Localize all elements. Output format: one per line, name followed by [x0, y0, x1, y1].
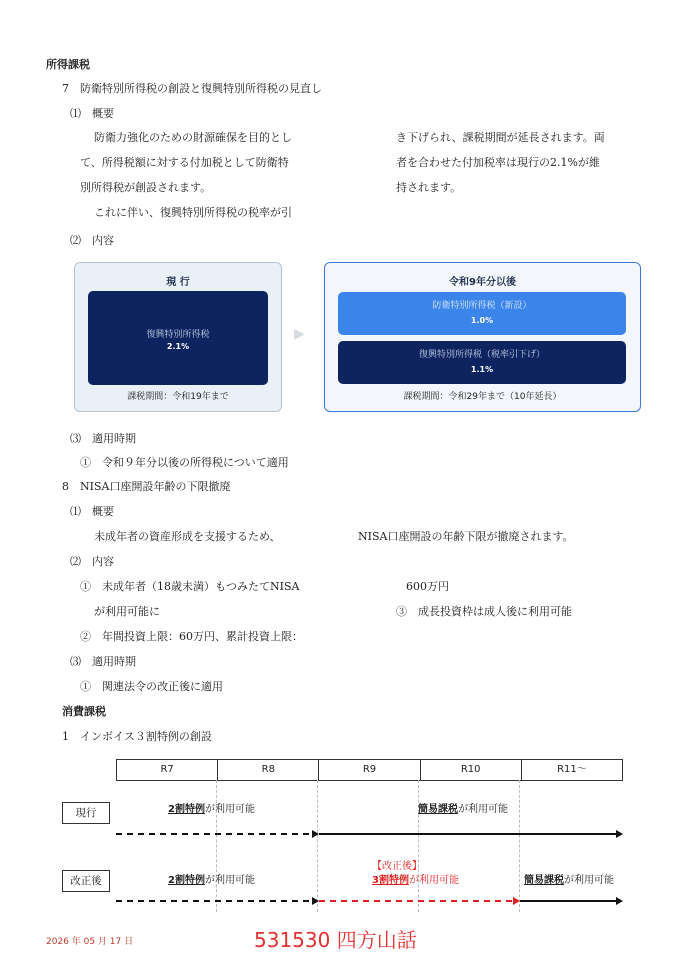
item7-content-heading: ⑵ 内容 [70, 234, 114, 247]
current-arrows [0, 826, 680, 842]
item8-content-line: ③ 成長投資枠は成人後に利用可能 [396, 605, 572, 618]
item7-overview-line: 防衛力強化のための財源確保を目的とし [94, 131, 292, 144]
new-panel-title: 令和9年分以後 [449, 277, 516, 288]
item8-content-line: が利用可能に [94, 605, 160, 618]
revised-arrows [0, 893, 680, 909]
reconstruction-tax-label: 復興特別所得税 [146, 330, 210, 340]
current-kan-text [418, 800, 508, 815]
year-cell: R9 [319, 760, 420, 780]
year-cell: R7 [117, 760, 218, 780]
revised-3wari-text [372, 871, 459, 886]
arrowhead-icon [513, 897, 520, 905]
item7-heading: 7 防衛特別所得税の創設と復興特別所得税の見直し [62, 82, 322, 95]
revised-3wari-suffix: が利用可能 [408, 875, 459, 886]
new-period: 課税期間：令和29年まで（10年延長） [403, 392, 562, 402]
year-cell: R10 [421, 760, 522, 780]
revised-kan-suffix: が利用可能 [564, 875, 614, 886]
revised-2wari-suffix: が利用可能 [204, 875, 255, 886]
defense-tax-box [338, 292, 626, 335]
item7-overview-line: き下げられ、課税期間が延長されます。両 [396, 131, 605, 144]
footer-date: 2026 年 05 月 17 日 [46, 937, 134, 947]
item7-apply-heading: ⑶ 適用時期 [70, 432, 136, 445]
current-2wari-text [168, 800, 255, 815]
item8-overview-left: 未成年者の資産形成を支援するため、 [94, 530, 281, 543]
new-reconstruction-tax-rate: 1.1% [470, 365, 494, 374]
item8-overview-right: NISA口座開設の年齢下限が撤廃されます。 [358, 530, 574, 543]
item7-overview-heading: ⑴ 概要 [70, 107, 114, 120]
item8-content-heading: ⑵ 内容 [70, 555, 114, 568]
item8-apply-heading: ⑶ 適用時期 [70, 655, 136, 668]
item7-overview-line: 別所得税が創設されます。 [80, 181, 212, 194]
arrow-right-icon: ▶ [294, 326, 305, 342]
current-kan-suffix: が利用可能 [458, 804, 508, 815]
arrowhead-icon [616, 830, 623, 838]
arrowhead-icon [312, 897, 319, 905]
current-2wari-term: 2割特例 [168, 804, 205, 815]
section-title-consumption-tax: 消費課税 [62, 705, 106, 718]
item8-heading: 8 NISA口座開設年齢の下限撤廃 [62, 480, 231, 493]
new-reconstruction-tax-label: 復興特別所得税（税率引下げ） [418, 350, 545, 360]
section-title-income-tax: 所得課税 [46, 58, 90, 71]
reconstruction-tax-box [88, 291, 268, 385]
current-panel [74, 262, 282, 412]
item8-content-line: ② 年間投資上限：60万円、累計投資上限： [80, 630, 303, 643]
item8-overview-heading: ⑴ 概要 [70, 505, 114, 518]
footer-stamp: 531530 四方山話 [254, 928, 417, 952]
arrowhead-icon [312, 830, 319, 838]
revised-kan-term: 簡易課税 [524, 875, 564, 886]
item1-heading: 1 インボイス３割特例の創設 [62, 730, 212, 743]
revised-2wari-term: 2割特例 [168, 875, 205, 886]
defense-tax-rate: 1.0% [470, 316, 494, 325]
new-panel [324, 262, 641, 412]
defense-tax-label: 防衛特別所得税（新設） [432, 301, 532, 311]
timeline-header [116, 759, 623, 781]
current-kan-term: 簡易課税 [418, 804, 458, 815]
row-label-revised: 改正後 [62, 870, 110, 892]
current-period: 課税期間：令和19年まで [127, 392, 229, 402]
item7-apply-line: ① 令和９年分以後の所得税について適用 [80, 456, 289, 469]
row-label-current: 現行 [62, 802, 110, 824]
item7-overview-line: 者を合わせた付加税率は現行の2.1%が維 [396, 156, 600, 169]
revised-3wari-term: 3割特例 [372, 875, 409, 886]
item8-apply-line: ① 関連法令の改正後に適用 [80, 680, 223, 693]
item7-overview-line: これに伴い、復興特別所得税の税率が引 [94, 206, 292, 219]
revised-2wari-text [168, 871, 255, 886]
year-cell: R8 [218, 760, 319, 780]
revised-tag: 【改正後】 [372, 861, 422, 872]
revised-kan-text [524, 871, 614, 886]
item7-overview-line: 持されます。 [396, 181, 462, 194]
item7-overview-line: て、所得税額に対する付加税として防衛特 [80, 156, 289, 169]
item8-content-line: 600万円 [406, 580, 449, 593]
year-cell: R11～ [557, 764, 587, 775]
item8-content-line: ① 未成年者（18歳未満）もつみたてNISA [80, 580, 300, 593]
reconstruction-tax-rate: 2.1% [166, 342, 190, 351]
new-reconstruction-tax-box [338, 341, 626, 384]
current-2wari-suffix: が利用可能 [204, 804, 255, 815]
arrowhead-icon [616, 897, 623, 905]
current-panel-title: 現 行 [166, 277, 190, 288]
